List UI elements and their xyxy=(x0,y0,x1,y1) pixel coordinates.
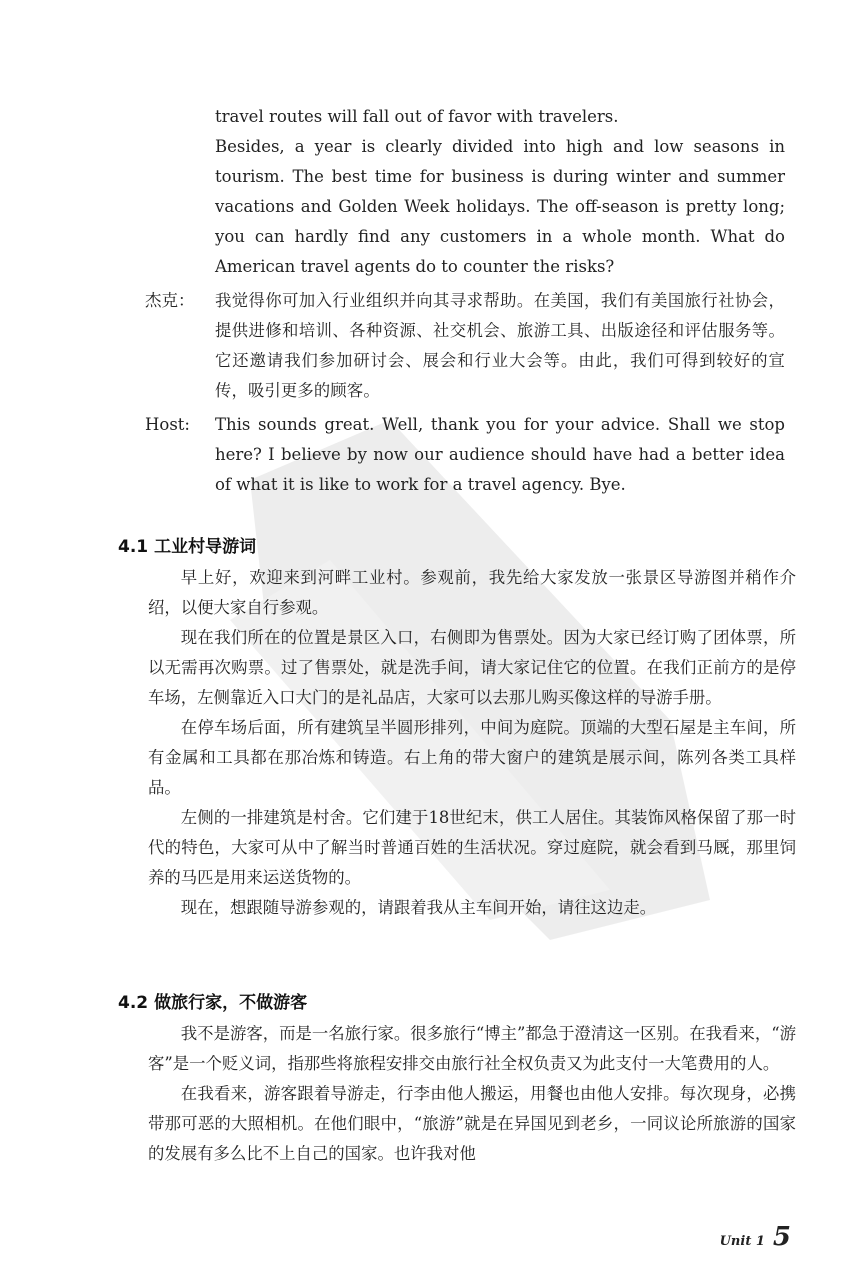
paragraph: 左侧的一排建筑是村舍。它们建于18世纪末，供工人居住。其装饰风格保留了那一时代的特色，大家可从中了解当时普通百姓的生活状况。穿过庭院，就会看到马厩，那里饲养的马匹是用来运送货物的。 xyxy=(148,808,796,887)
section-4-2 xyxy=(118,988,796,1169)
paragraph: 早上好，欢迎来到河畔工业村。参观前，我先给大家发放一张景区导游图并稍作介绍，以便大家自行参观。 xyxy=(148,568,796,617)
unit-label: Unit 1 xyxy=(719,1234,765,1249)
speaker-jack: 杰克： xyxy=(145,291,195,310)
dialogue xyxy=(145,102,795,500)
host-continuation xyxy=(145,102,795,282)
paragraph: 在我看来，游客跟着导游走，行李由他人搬运，用餐也由他人安排。每次现身，必携带那可恶的大照相机。在他们眼中，“旅游”就是在异国见到老乡，一同议论所旅游的国家的发展有多么比不上自己的国家。也许我对他 xyxy=(148,1084,796,1163)
section-4-1 xyxy=(118,532,796,923)
paragraph: 现在我们所在的位置是景区入口，右侧即为售票处。因为大家已经订购了团体票，所以无需再次购票。过了售票处，就是洗手间，请大家记住它的位置。在我们正前方的是停车场，左侧靠近入口大门的是礼品店，大家可以去那儿购买像这样的导游手册。 xyxy=(148,628,796,707)
section-title xyxy=(118,988,796,1013)
speaker-host: Host: xyxy=(145,415,190,434)
paragraph: 在停车场后面，所有建筑呈半圆形排列，中间为庭院。顶端的大型石屋是主车间，所有金属和工具都在那冶炼和铸造。右上角的带大窗户的建筑是展示间，陈列各类工具样品。 xyxy=(148,718,796,797)
section-number: 4.2 xyxy=(118,993,149,1013)
section-heading: 做旅行家，不做游客 xyxy=(154,993,308,1013)
dialogue-line: travel routes will fall out of favor with travelers. xyxy=(215,107,619,126)
paragraph: 我不是游客，而是一名旅行家。很多旅行“博主”都急于澄清这一区别。在我看来，“游客”是一个贬义词，指那些将旅程安排交由旅行社全权负责又为此支付一大笔费用的人。 xyxy=(148,1024,796,1073)
paragraph: 现在，想跟随导游参观的，请跟着我从主车间开始，请往这边走。 xyxy=(180,898,657,917)
page-footer xyxy=(720,1222,791,1252)
jack-line xyxy=(145,286,795,406)
section-heading: 工业村导游词 xyxy=(154,537,257,557)
jack-speech: 我觉得你可加入行业组织并向其寻求帮助。在美国，我们有美国旅行社协会，提供进修和培训、各种资源、社交机会、旅游工具、出版途径和评估服务等。它还邀请我们参加研讨会、展会和行业大会等。由此，我们可得到较好的宣传，吸引更多的顾客。 xyxy=(215,291,785,400)
page-number: 5 xyxy=(772,1222,791,1252)
dialogue-line: Besides, a year is clearly divided into high and low seasons in tourism. The best time for business is during winter and summer vacations and Golden Week holidays. The off-season is pretty long; you can hardly find any customers in a whole month. What do American travel agents do to counter the risks? xyxy=(215,137,785,276)
host-speech: This sounds great. Well, thank you for your advice. Shall we stop here? I believe by now our audience should have had a better idea of what it is like to work for a travel agency. Bye. xyxy=(215,415,785,494)
section-number: 4.1 xyxy=(118,537,149,557)
section-title xyxy=(118,532,796,557)
host-line xyxy=(145,410,795,500)
